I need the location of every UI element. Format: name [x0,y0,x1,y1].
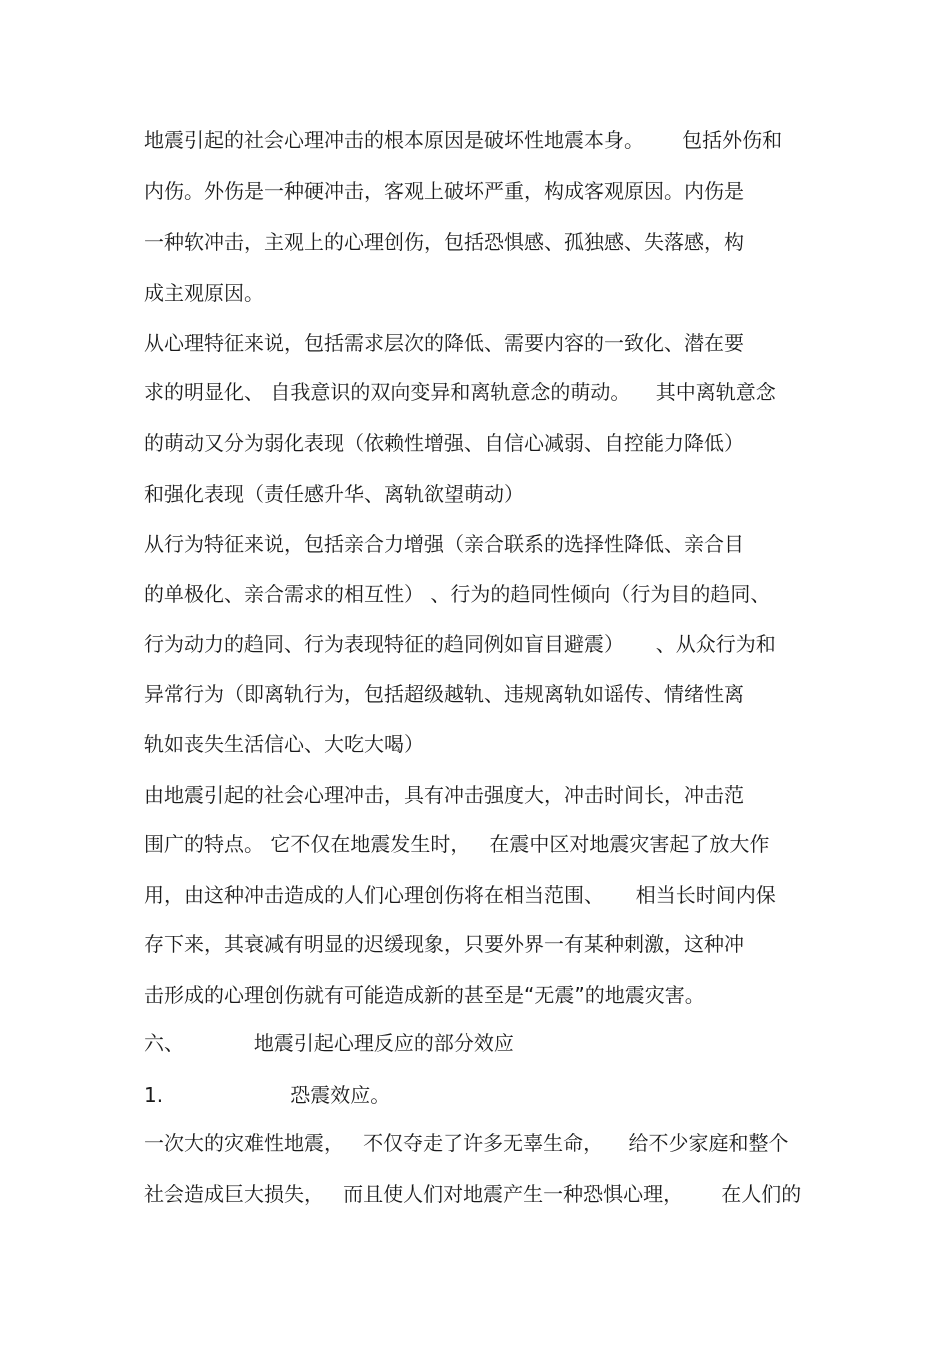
text-line: 击形成的心理创伤就有可能造成新的甚至是“无震”的地震灾害。 [144,983,705,1007]
text-line: 的单极化、亲合需求的相互性） 、行为的趋同性倾向（行为目的趋同、 [144,582,771,606]
text-line: 一次大的灾难性地震， 不仅夺走了许多无辜生命， 给不少家庭和整个 [144,1131,789,1155]
text-line: 存下来，其衰减有明显的迟缓现象，只要外界一有某种刺激，这种冲 [144,932,744,956]
text-line: 用，由这种冲击造成的人们心理创伤将在相当范围、 相当长时间内保 [144,883,776,907]
text-line: 地震引起的社会心理冲击的根本原因是破坏性地震本身。 包括外伤和 [144,128,783,152]
text-line: 社会造成巨大损失， 而且使人们对地震产生一种恐惧心理， 在人们的 [144,1182,802,1206]
text-line: 求的明显化、 自我意识的双向变异和离轨意念的萌动。 其中离轨意念 [144,380,776,404]
text-line: 一种软冲击，主观上的心理创伤，包括恐惧感、孤独感、失落感，构 [144,230,744,254]
text-line: 异常行为（即离轨行为，包括超级越轨、违规离轨如谣传、情绪性离 [144,682,744,706]
text-line: 围广的特点。 它不仅在地震发生时， 在震中区对地震灾害起了放大作 [144,832,770,856]
text-line: 从行为特征来说，包括亲合力增强（亲合联系的选择性降低、亲合目 [144,532,744,556]
text-line: 轨如丧失生活信心、大吃大喝） [144,732,424,756]
text-line: 内伤。外伤是一种硬冲击，客观上破坏严重，构成客观原因。内伤是 [144,179,744,203]
text-line: 由地震引起的社会心理冲击，具有冲击强度大，冲击时间长，冲击范 [144,783,744,807]
section-heading: 六、 地震引起心理反应的部分效应 [144,1031,514,1055]
text-line: 的萌动又分为弱化表现（依赖性增强、自信心减弱、自控能力降低） [144,431,744,455]
text-line: 成主观原因。 [144,281,264,305]
text-line: 从心理特征来说，包括需求层次的降低、需要内容的一致化、潜在要 [144,331,744,355]
text-line: 和强化表现（责任感升华、离轨欲望萌动） [144,482,524,506]
subsection-heading: 1. 恐震效应。 [144,1083,391,1107]
text-line: 行为动力的趋同、行为表现特征的趋同例如盲目避震） 、从众行为和 [144,632,776,656]
